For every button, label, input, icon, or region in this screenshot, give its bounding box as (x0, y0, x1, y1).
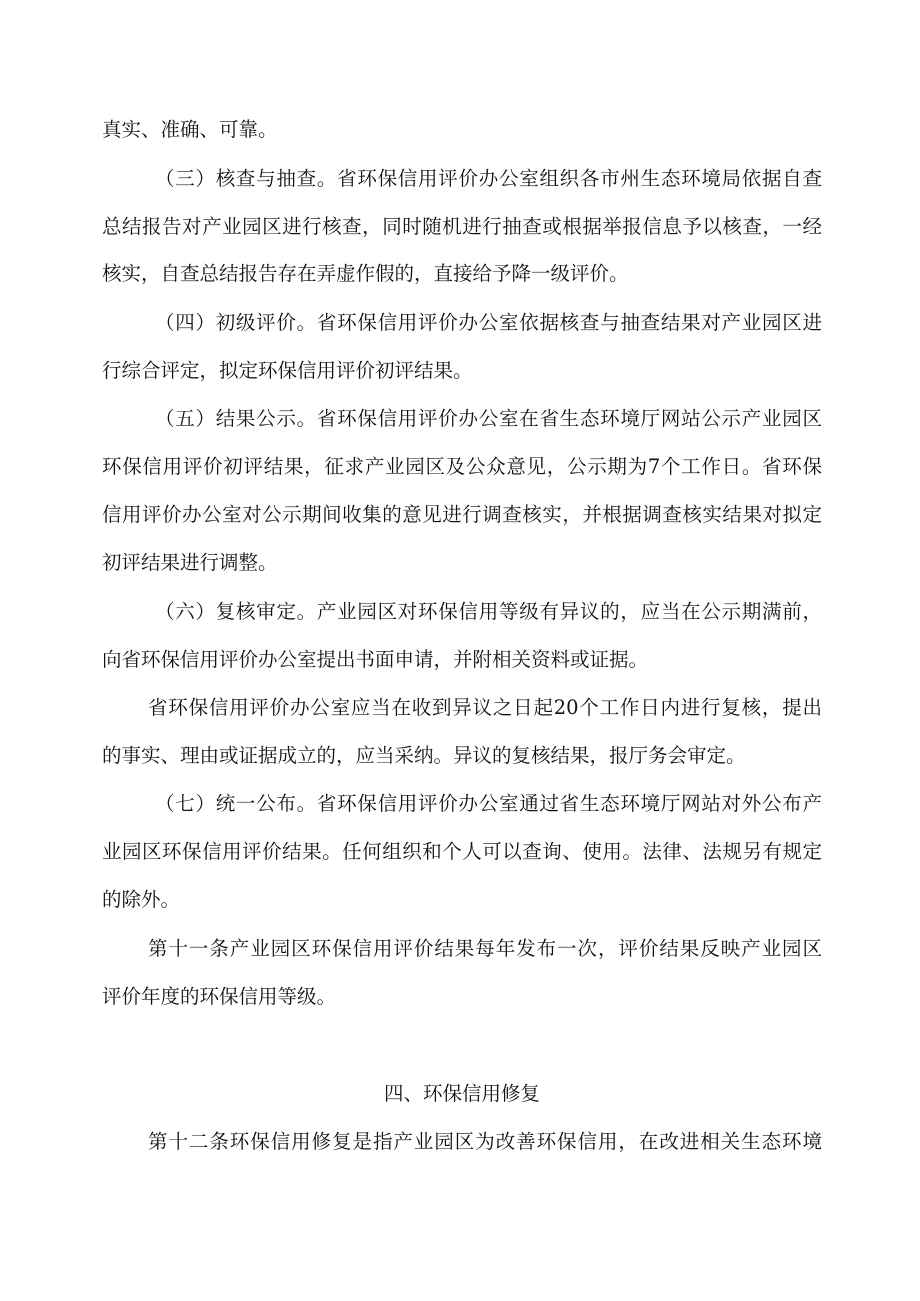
paragraph-line: 初评结果进行调整。 (102, 551, 278, 574)
paragraph-line: （三）核查与抽查。省环保信用评价办公室组织各市州生态环境局依据自查 (155, 167, 822, 190)
paragraph-line: 总结报告对产业园区进行核查，同时随机进行抽查或根据举报信息予以核查，一经 (102, 215, 822, 238)
paragraph-line: 信用评价办公室对公示期间收集的意见进行调查核实，并根据调查核实结果对拟定 (102, 503, 822, 526)
paragraph-line: 环保信用评价初评结果，征求产业园区及公众意见，公示期为7个工作日。省环保 (102, 455, 822, 478)
paragraph-line: （六）复核审定。产业园区对环保信用等级有异议的，应当在公示期满前， (155, 600, 822, 623)
paragraph-line: 行综合评定，拟定环保信用评价初评结果。 (102, 359, 473, 382)
paragraph-line: （五）结果公示。省环保信用评价办公室在省生态环境厅网站公示产业园区 (155, 407, 822, 430)
paragraph-line: 省环保信用评价办公室应当在收到异议之日起20个工作日内进行复核，提出 (148, 696, 822, 719)
paragraph-line: 第十一条产业园区环保信用评价结果每年发布一次，评价结果反映产业园区 (148, 937, 822, 960)
paragraph-line: 核实，自查总结报告存在弄虚作假的，直接给予降一级评价。 (102, 262, 629, 285)
paragraph-line: 评价年度的环保信用等级。 (102, 985, 337, 1008)
paragraph-line: 的除外。 (102, 888, 181, 911)
paragraph-line: （七）统一公布。省环保信用评价办公室通过省生态环境厅网站对外公布产 (155, 792, 822, 815)
paragraph-line: 业园区环保信用评价结果。任何组织和个人可以查询、使用。法律、法规另有规定 (102, 840, 822, 863)
paragraph-line: 的事实、理由或证据成立的，应当采纳。异议的复核结果，报厅务会审定。 (102, 744, 746, 767)
paragraph-line: 向省环保信用评价办公室提出书面申请，并附相关资料或证据。 (102, 648, 649, 671)
paragraph-line: （四）初级评价。省环保信用评价办公室依据核查与抽查结果对产业园区进 (155, 311, 822, 334)
section-heading: 四、环保信用修复 (383, 1082, 540, 1105)
paragraph-line: 第十二条环保信用修复是指产业园区为改善环保信用，在改进相关生态环境 (148, 1130, 822, 1153)
text-line: 真实、准确、可靠。 (102, 118, 278, 141)
